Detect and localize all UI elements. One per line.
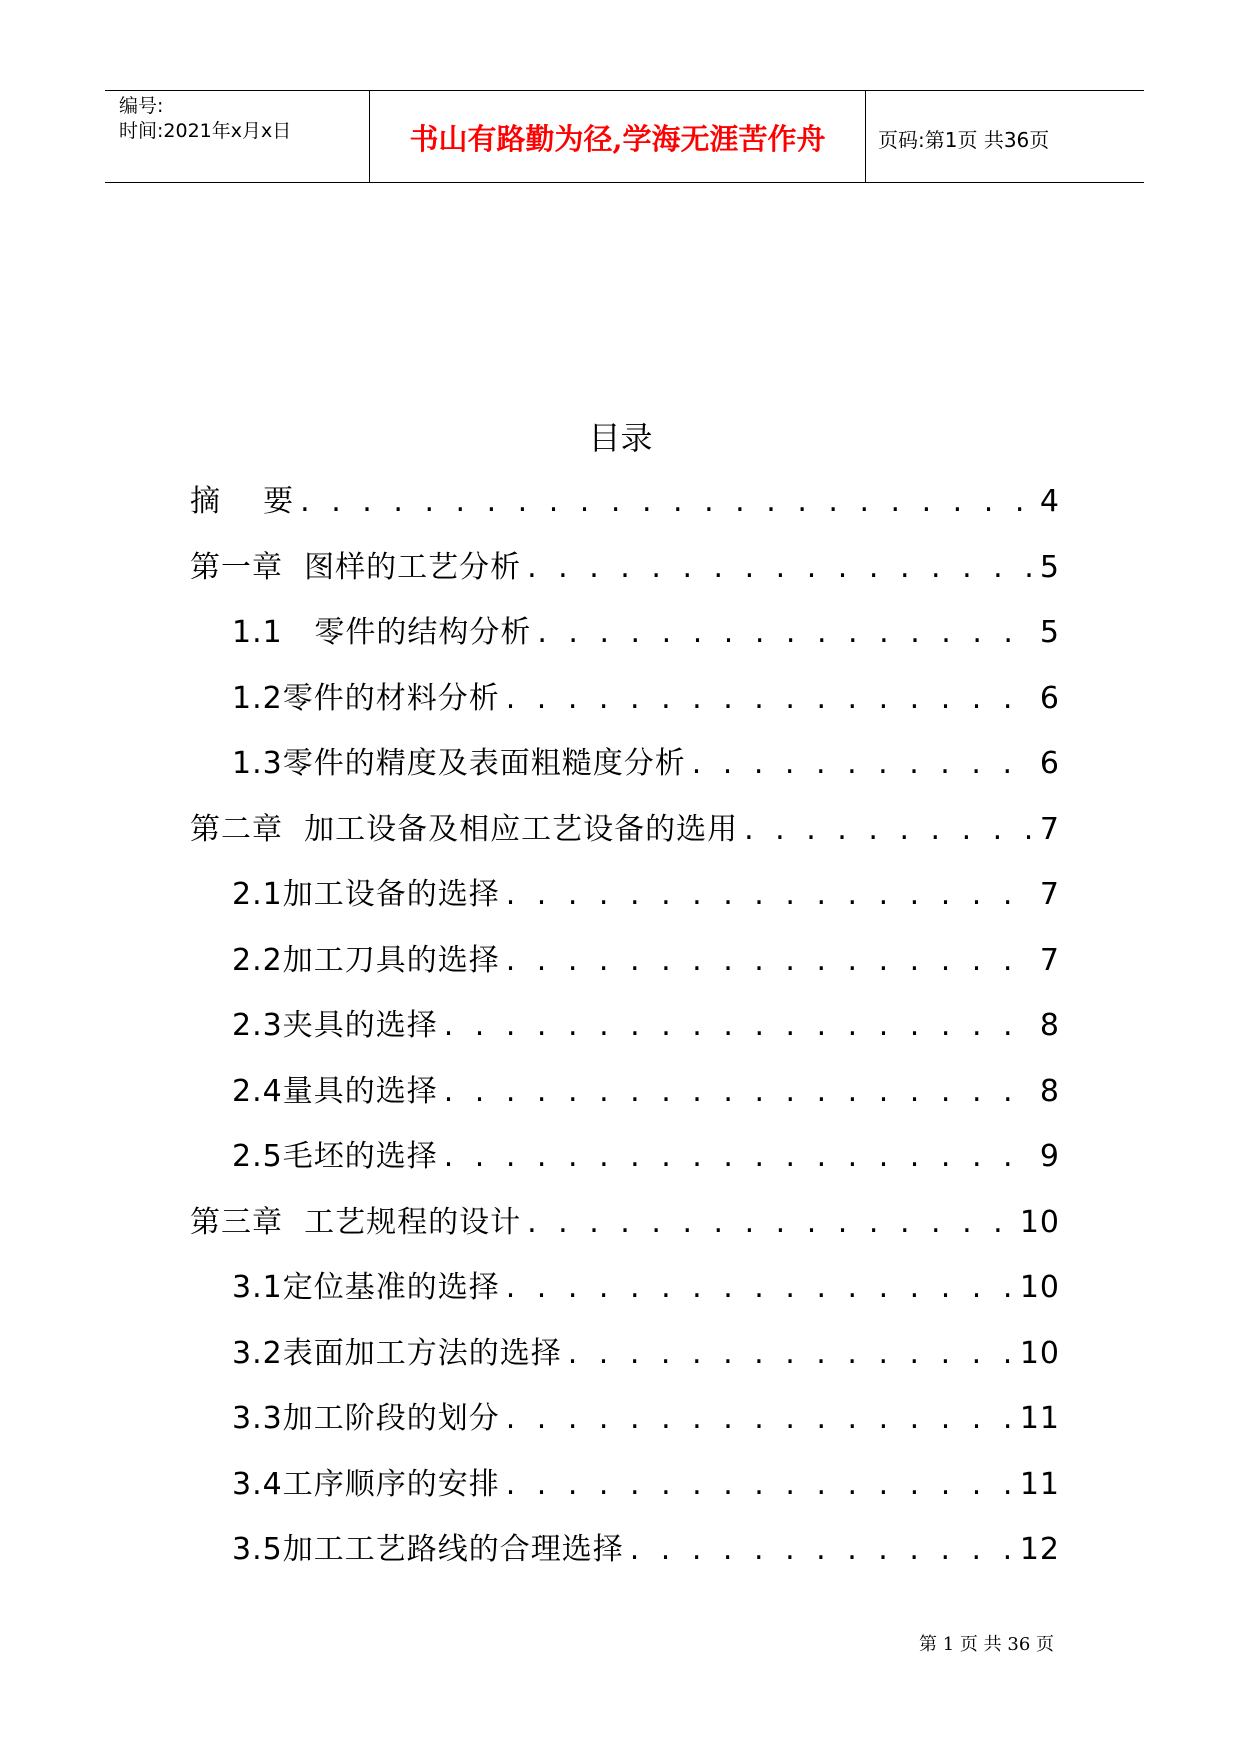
toc-entry[interactable] [190, 810, 1060, 876]
toc-dot-leader [444, 1137, 1034, 1177]
toc-entry-page: 4 [1039, 484, 1060, 519]
toc-entry-label: 摘 要 [190, 484, 295, 519]
toc-entry[interactable] [190, 482, 1060, 548]
toc-dot-leader [527, 1203, 1014, 1243]
toc-dot-leader [537, 613, 1034, 653]
document-header [105, 90, 1144, 183]
toc-dot-leader [506, 1465, 1014, 1505]
header-motto-cell [370, 91, 866, 182]
toc-entry[interactable] [190, 941, 1060, 1007]
toc-dot-leader [527, 548, 1034, 588]
toc-dot-leader [692, 744, 1034, 784]
toc-dot-leader [630, 1530, 1014, 1570]
toc-entry[interactable] [190, 613, 1060, 679]
toc-dot-leader [300, 482, 1034, 522]
toc-entry[interactable] [190, 1530, 1060, 1596]
toc-dot-leader [506, 1399, 1014, 1439]
toc-entry-label: 第二章 加工设备及相应工艺设备的选用 [190, 811, 739, 847]
toc-dot-leader [744, 810, 1034, 850]
toc-entry-page: 11 [1019, 1401, 1060, 1436]
toc-entry[interactable] [190, 1465, 1060, 1531]
toc-entry[interactable] [190, 1334, 1060, 1400]
toc-entry[interactable] [190, 1399, 1060, 1465]
table-of-contents [190, 482, 1060, 1596]
toc-entry-page: 5 [1039, 549, 1060, 585]
toc-entry[interactable] [190, 1006, 1060, 1072]
header-page-label: 页码:第1页 共36页 [878, 128, 1050, 152]
toc-entry-page: 10 [1019, 1335, 1060, 1371]
toc-entry-page: 10 [1019, 1270, 1060, 1305]
toc-entry-page: 7 [1039, 811, 1060, 847]
toc-entry-page: 7 [1039, 942, 1060, 978]
toc-dot-leader [568, 1334, 1014, 1374]
toc-entry-page: 8 [1039, 1073, 1060, 1109]
toc-dot-leader [506, 1268, 1014, 1308]
toc-entry-label: 第三章 工艺规程的设计 [190, 1204, 522, 1240]
number-label: 编号: [119, 95, 164, 117]
toc-entry-label: 2.1加工设备的选择 [232, 877, 500, 912]
toc-entry-label: 3.3加工阶段的划分 [232, 1401, 500, 1436]
toc-dot-leader [506, 875, 1034, 915]
time-label: 时间:2021年x月x日 [119, 120, 292, 142]
toc-entry[interactable] [190, 1203, 1060, 1269]
toc-entry-label: 第一章 图样的工艺分析 [190, 549, 522, 585]
toc-entry-page: 11 [1019, 1466, 1060, 1502]
toc-entry-label: 1.3零件的精度及表面粗糙度分析 [232, 746, 686, 781]
toc-entry[interactable] [190, 1268, 1060, 1334]
header-info-cell [105, 91, 370, 182]
toc-entry-label: 2.2加工刀具的选择 [232, 942, 500, 978]
toc-entry-page: 12 [1019, 1532, 1060, 1567]
toc-entry[interactable] [190, 875, 1060, 941]
toc-entry[interactable] [190, 1072, 1060, 1138]
toc-entry-label: 2.3夹具的选择 [232, 1008, 438, 1043]
toc-entry-label: 1.1 零件的结构分析 [232, 615, 532, 650]
toc-entry-page: 5 [1039, 615, 1060, 650]
toc-entry-page: 8 [1039, 1008, 1060, 1043]
toc-dot-leader [444, 1072, 1034, 1112]
toc-entry-label: 3.1定位基准的选择 [232, 1270, 500, 1305]
toc-entry[interactable] [190, 679, 1060, 745]
toc-entry-label: 3.2表面加工方法的选择 [232, 1335, 562, 1371]
toc-entry-label: 3.4工序顺序的安排 [232, 1466, 500, 1502]
header-page-cell [866, 91, 1144, 182]
toc-dot-leader [506, 679, 1034, 719]
toc-entry-label: 3.5加工工艺路线的合理选择 [232, 1532, 624, 1567]
header-motto: 书山有路勤为径,学海无涯苦作舟 [409, 122, 826, 156]
footer-page-label: 第 1 页 共 36 页 [919, 1634, 1054, 1655]
toc-entry[interactable] [190, 548, 1060, 614]
toc-title: 目录 [588, 419, 653, 457]
toc-entry-page: 10 [1019, 1204, 1060, 1240]
toc-entry-label: 2.4量具的选择 [232, 1073, 438, 1109]
toc-entry-label: 1.2零件的材料分析 [232, 680, 500, 716]
toc-dot-leader [506, 941, 1034, 981]
toc-entry-page: 7 [1039, 877, 1060, 912]
toc-entry[interactable] [190, 744, 1060, 810]
toc-entry[interactable] [190, 1137, 1060, 1203]
toc-entry-page: 6 [1039, 680, 1060, 716]
toc-entry-page: 9 [1039, 1139, 1060, 1174]
toc-dot-leader [444, 1006, 1034, 1046]
toc-entry-page: 6 [1039, 746, 1060, 781]
toc-entry-label: 2.5毛坯的选择 [232, 1139, 438, 1174]
